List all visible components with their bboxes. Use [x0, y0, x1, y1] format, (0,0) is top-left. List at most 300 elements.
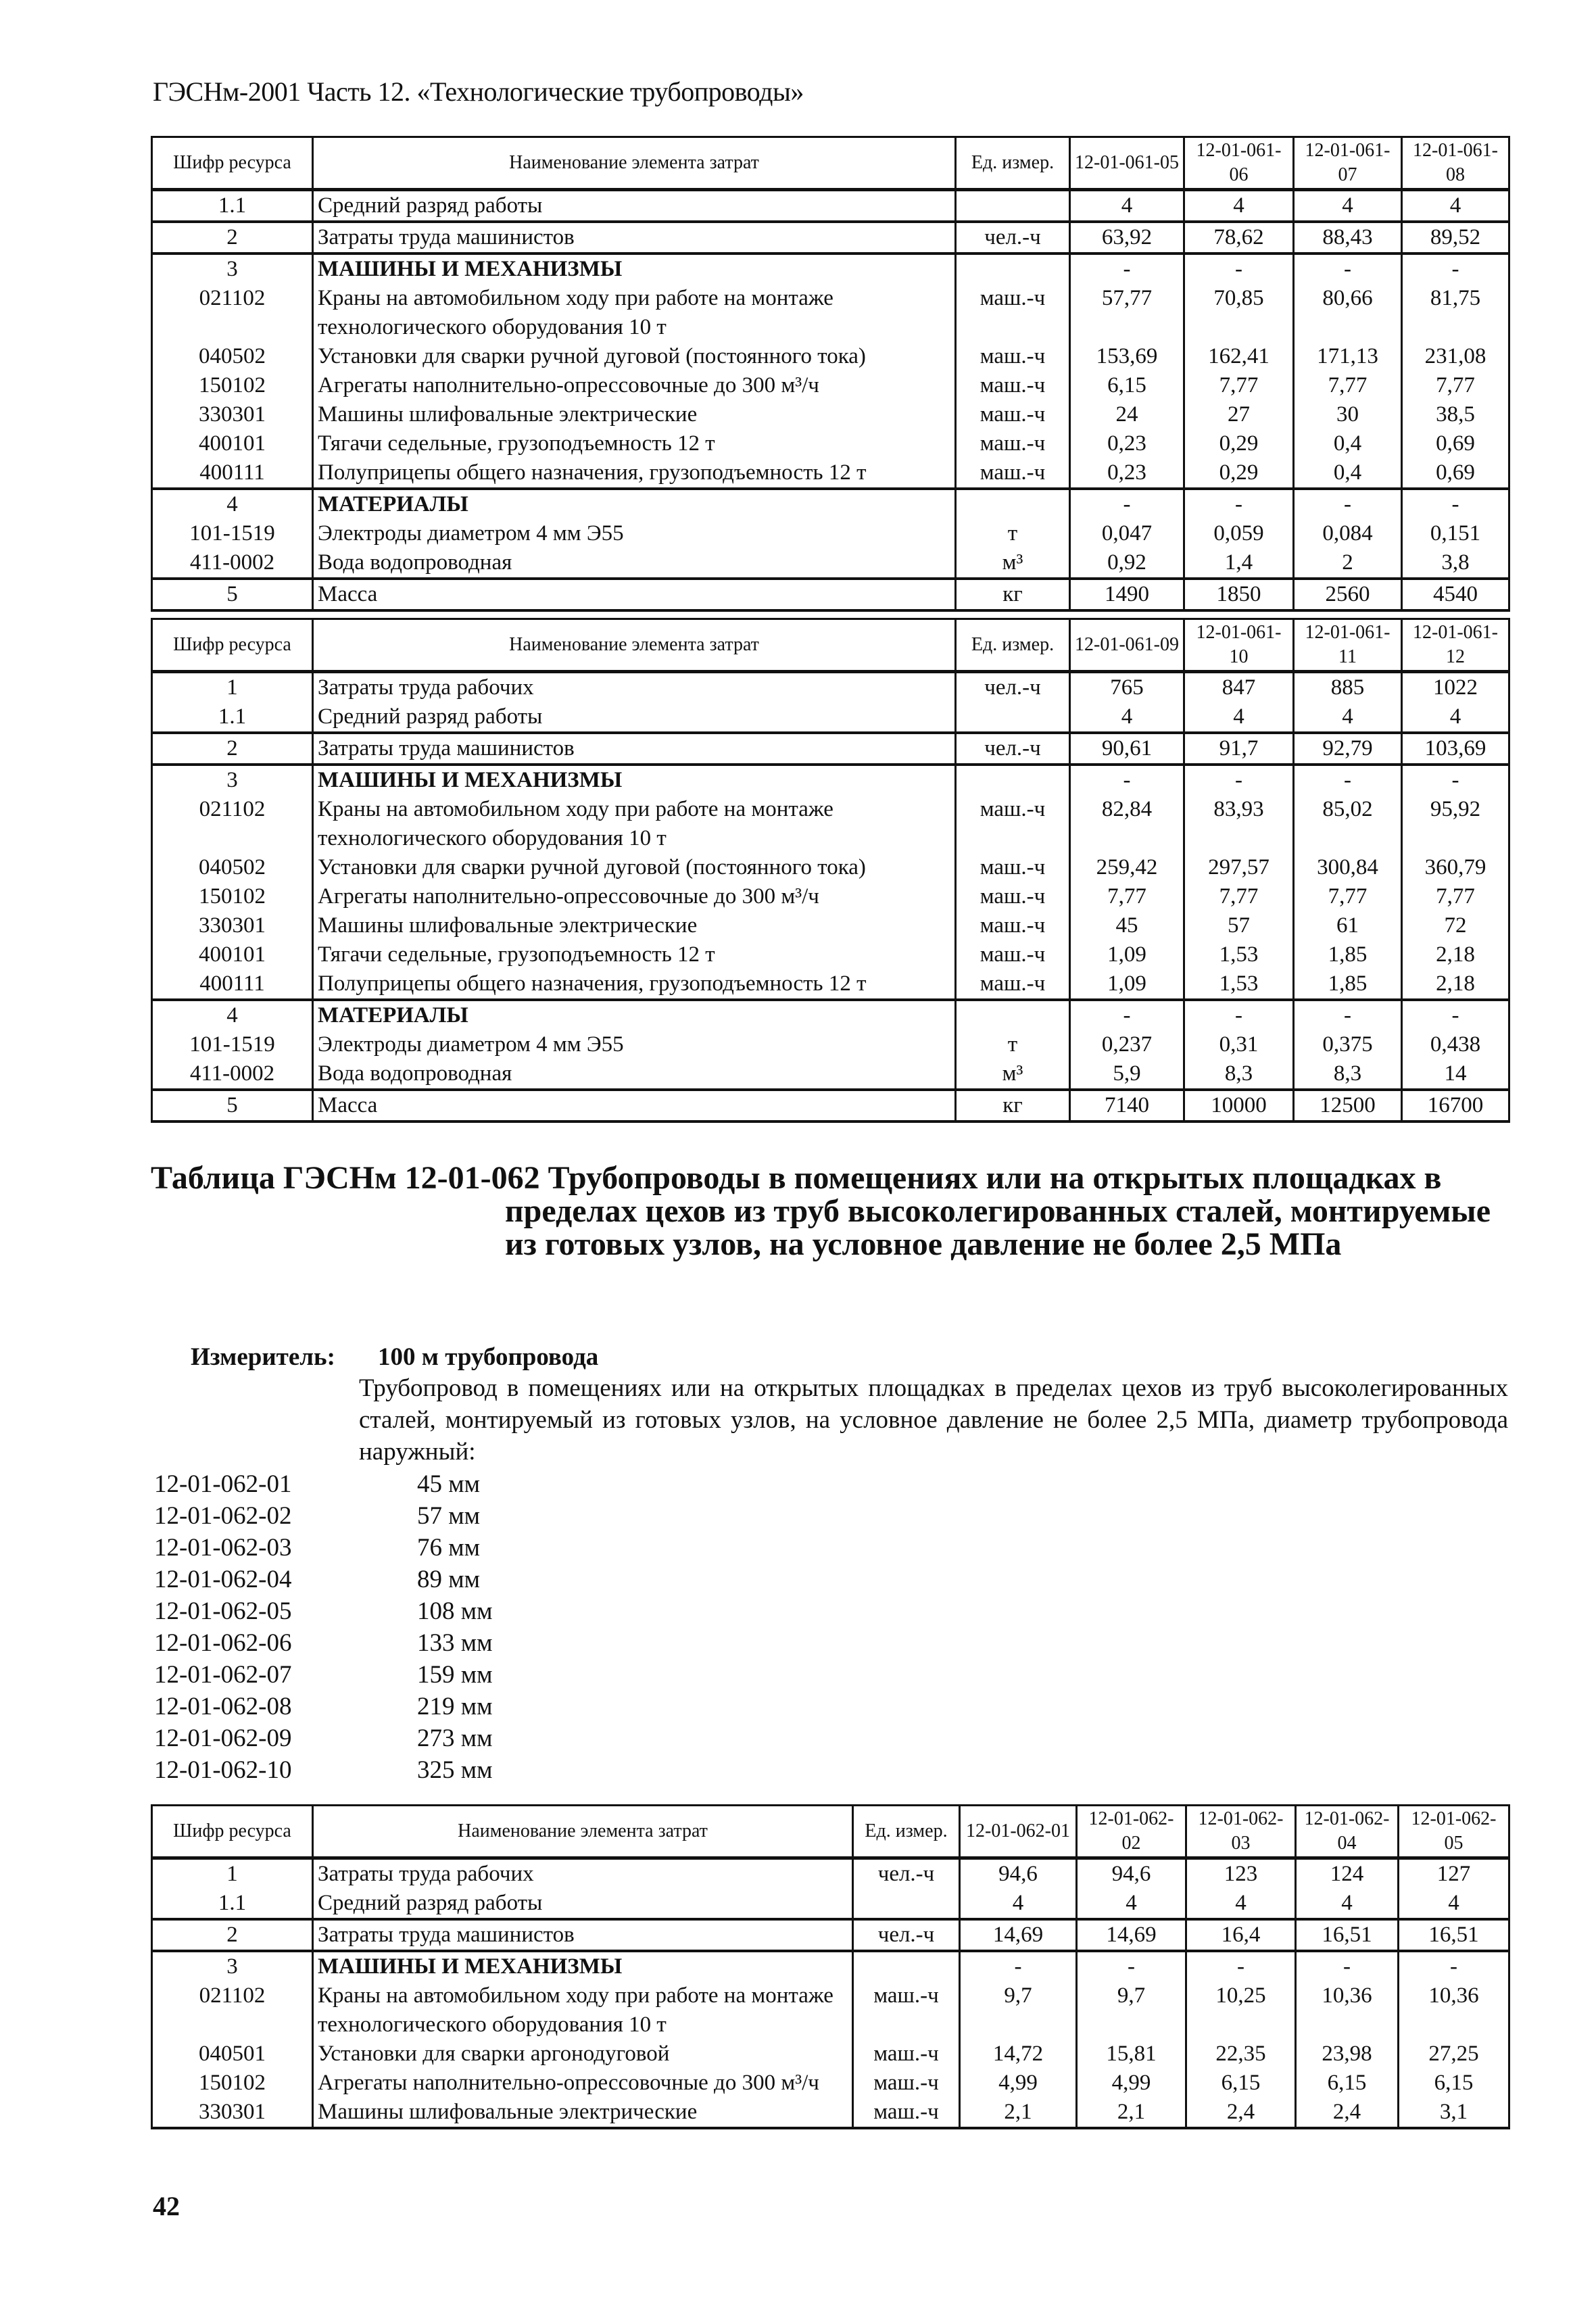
value-cell: 45	[1070, 911, 1184, 940]
item-diameter: 57 мм	[417, 1502, 481, 1530]
item-diameter: 219 мм	[417, 1693, 493, 1720]
item-diameter: 89 мм	[417, 1566, 481, 1593]
resource-table-062-01-05	[151, 1804, 1510, 2129]
cost-element-name: МАШИНЫ И МЕХАНИЗМЫ	[313, 254, 956, 284]
value-cell: 85,02	[1294, 795, 1402, 853]
value-cell: 1,53	[1184, 969, 1294, 1000]
resource-code: 1	[152, 1858, 313, 1889]
header-column: 12-01-061-11	[1294, 619, 1402, 672]
unit: маш.-ч	[956, 940, 1070, 969]
value-cell: 765	[1070, 672, 1184, 703]
unit: чел.-ч	[956, 733, 1070, 765]
header-column: 12-01-061-05	[1070, 137, 1184, 190]
value-cell: 7,77	[1184, 882, 1294, 911]
unit: маш.-ч	[956, 969, 1070, 1000]
header-code: Шифр ресурса	[152, 137, 313, 190]
value-cell: 7,77	[1070, 882, 1184, 911]
value-cell: 0,23	[1070, 458, 1184, 489]
value-cell: -	[1402, 1000, 1509, 1030]
value-cell: 7,77	[1294, 371, 1402, 400]
table-row	[152, 458, 1509, 489]
header-column: 12-01-061-06	[1184, 137, 1294, 190]
value-cell: 14,69	[1077, 1919, 1186, 1951]
value-cell: 81,75	[1402, 284, 1509, 342]
resource-code: 400101	[152, 429, 313, 458]
value-cell: 1,09	[1070, 969, 1184, 1000]
value-cell: 27	[1184, 400, 1294, 429]
value-cell: 83,93	[1184, 795, 1294, 853]
header-code: Шифр ресурса	[152, 619, 313, 672]
value-cell: 0,29	[1184, 429, 1294, 458]
resource-code: 150102	[152, 882, 313, 911]
unit: чел.-ч	[956, 222, 1070, 254]
value-cell: 231,08	[1402, 342, 1509, 371]
table-row	[152, 190, 1509, 222]
item-diameter: 159 мм	[417, 1661, 493, 1689]
unit: маш.-ч	[956, 284, 1070, 342]
item-diameter: 108 мм	[417, 1597, 493, 1625]
value-cell: -	[1184, 254, 1294, 284]
value-cell: 0,4	[1294, 458, 1402, 489]
value-cell: -	[1402, 765, 1509, 795]
header-column: 12-01-062-04	[1296, 1806, 1399, 1858]
header-name: Наименование элемента затрат	[313, 137, 956, 190]
value-cell: 2,4	[1296, 2098, 1399, 2128]
unit	[956, 1000, 1070, 1030]
table-row	[152, 548, 1509, 579]
value-cell: 7,77	[1402, 371, 1509, 400]
table-row	[152, 342, 1509, 371]
table-row	[152, 1919, 1509, 1951]
value-cell: 7,77	[1402, 882, 1509, 911]
table-row	[152, 2040, 1509, 2069]
cost-element-name: МАТЕРИАЛЫ	[313, 489, 956, 519]
item-code: 12-01-062-01	[154, 1470, 292, 1498]
cost-element-name: Средний разряд работы	[313, 702, 956, 733]
value-cell: 1490	[1070, 579, 1184, 610]
value-cell: 1850	[1184, 579, 1294, 610]
list-item	[154, 1627, 493, 1659]
table-row	[152, 940, 1509, 969]
value-cell: -	[1294, 489, 1402, 519]
value-cell: 82,84	[1070, 795, 1184, 853]
value-cell: 4,99	[1077, 2069, 1186, 2098]
resource-code: 021102	[152, 795, 313, 853]
value-cell: 7140	[1070, 1090, 1184, 1121]
header-row	[152, 619, 1509, 672]
value-cell: 27,25	[1399, 2040, 1509, 2069]
value-cell: 360,79	[1402, 853, 1509, 882]
unit	[853, 1951, 960, 1981]
value-cell: 4	[1294, 702, 1402, 733]
cost-element-name: Краны на автомобильном ходу при работе на монтаже технологического оборудования 10 т	[313, 795, 956, 853]
item-diameter: 133 мм	[417, 1629, 493, 1657]
value-cell: 0,375	[1294, 1030, 1402, 1059]
item-diameter: 273 мм	[417, 1724, 493, 1752]
cost-element-name: Затраты труда машинистов	[313, 1919, 853, 1951]
measure-value: 100 м трубопровода	[378, 1343, 599, 1371]
resource-code: 1.1	[152, 190, 313, 222]
unit: маш.-ч	[956, 400, 1070, 429]
resource-code: 400111	[152, 969, 313, 1000]
item-diameter: 325 мм	[417, 1756, 493, 1784]
header-column: 12-01-062-03	[1186, 1806, 1296, 1858]
value-cell: 1,09	[1070, 940, 1184, 969]
item-code: 12-01-062-02	[154, 1502, 292, 1530]
unit: маш.-ч	[853, 2098, 960, 2128]
table-row	[152, 1981, 1509, 2040]
table-row	[152, 969, 1509, 1000]
unit: кг	[956, 1090, 1070, 1121]
value-cell: -	[1184, 489, 1294, 519]
value-cell: 4	[1184, 702, 1294, 733]
item-code: 12-01-062-09	[154, 1724, 292, 1752]
resource-code: 101-1519	[152, 1030, 313, 1059]
table-row	[152, 702, 1509, 733]
value-cell: 38,5	[1402, 400, 1509, 429]
header-row	[152, 137, 1509, 190]
value-cell: 16700	[1402, 1090, 1509, 1121]
measure-label: Измеритель:	[191, 1343, 335, 1371]
value-cell: 6,15	[1070, 371, 1184, 400]
value-cell: 4	[1186, 1889, 1296, 1919]
item-code: 12-01-062-04	[154, 1566, 292, 1593]
item-code: 12-01-062-08	[154, 1693, 292, 1720]
list-item	[154, 1532, 493, 1564]
unit	[853, 1889, 960, 1919]
value-cell: -	[1077, 1951, 1186, 1981]
table-row	[152, 1059, 1509, 1090]
resource-code: 101-1519	[152, 519, 313, 548]
unit: т	[956, 519, 1070, 548]
table-row	[152, 519, 1509, 548]
value-cell: -	[1070, 1000, 1184, 1030]
value-cell: 1,85	[1294, 940, 1402, 969]
value-cell: -	[1186, 1951, 1296, 1981]
cost-element-name: Тягачи седельные, грузоподъемность 12 т	[313, 940, 956, 969]
unit	[956, 254, 1070, 284]
unit: маш.-ч	[956, 911, 1070, 940]
value-cell: 2,18	[1402, 969, 1509, 1000]
unit: маш.-ч	[853, 2040, 960, 2069]
value-cell: 10000	[1184, 1090, 1294, 1121]
list-item	[154, 1564, 493, 1595]
value-cell: 12500	[1294, 1090, 1402, 1121]
unit: маш.-ч	[956, 882, 1070, 911]
cost-element-name: Машины шлифовальные электрические	[313, 2098, 853, 2128]
value-cell: 171,13	[1294, 342, 1402, 371]
value-cell: -	[960, 1951, 1077, 1981]
value-cell: -	[1402, 489, 1509, 519]
value-cell: 9,7	[1077, 1981, 1186, 2040]
value-cell: 94,6	[960, 1858, 1077, 1889]
header-column: 12-01-061-08	[1402, 137, 1509, 190]
value-cell: 8,3	[1294, 1059, 1402, 1090]
cost-element-name: Средний разряд работы	[313, 190, 956, 222]
value-cell: -	[1070, 765, 1184, 795]
cost-element-name: Полуприцепы общего назначения, грузоподъемность 12 т	[313, 458, 956, 489]
header-column: 12-01-061-10	[1184, 619, 1294, 672]
cost-element-name: Тягачи седельные, грузоподъемность 12 т	[313, 429, 956, 458]
value-cell: 0,151	[1402, 519, 1509, 548]
list-item	[154, 1722, 493, 1754]
value-cell: 22,35	[1186, 2040, 1296, 2069]
resource-code: 1	[152, 672, 313, 703]
unit: маш.-ч	[956, 795, 1070, 853]
value-cell: 297,57	[1184, 853, 1294, 882]
value-cell: 6,15	[1296, 2069, 1399, 2098]
value-cell: 1,53	[1184, 940, 1294, 969]
resource-code: 021102	[152, 1981, 313, 2040]
cost-element-name: МАШИНЫ И МЕХАНИЗМЫ	[313, 1951, 853, 1981]
table-row	[152, 579, 1509, 610]
value-cell: -	[1399, 1951, 1509, 1981]
cost-element-name: МАШИНЫ И МЕХАНИЗМЫ	[313, 765, 956, 795]
value-cell: 0,047	[1070, 519, 1184, 548]
cost-element-name: Агрегаты наполнительно-опрессовочные до 300 м³/ч	[313, 371, 956, 400]
header-unit: Ед. измер.	[956, 619, 1070, 672]
cost-element-name: Электроды диаметром 4 мм Э55	[313, 1030, 956, 1059]
value-cell: 5,9	[1070, 1059, 1184, 1090]
unit	[956, 489, 1070, 519]
value-cell: 57,77	[1070, 284, 1184, 342]
table-row	[152, 284, 1509, 342]
value-cell: 9,7	[960, 1981, 1077, 2040]
resource-code: 150102	[152, 371, 313, 400]
value-cell: 90,61	[1070, 733, 1184, 765]
cost-element-name: МАТЕРИАЛЫ	[313, 1000, 956, 1030]
resource-code: 3	[152, 1951, 313, 1981]
table-row	[152, 765, 1509, 795]
cost-element-name: Установки для сварки ручной дуговой (постоянного тока)	[313, 853, 956, 882]
value-cell: 94,6	[1077, 1858, 1186, 1889]
value-cell: 24	[1070, 400, 1184, 429]
value-cell: 91,7	[1184, 733, 1294, 765]
value-cell: 16,4	[1186, 1919, 1296, 1951]
header-unit: Ед. измер.	[853, 1806, 960, 1858]
value-cell: 10,25	[1186, 1981, 1296, 2040]
table-row	[152, 2069, 1509, 2098]
value-cell: 0,237	[1070, 1030, 1184, 1059]
cost-element-name: Вода водопроводная	[313, 1059, 956, 1090]
list-item	[154, 1468, 493, 1500]
page-number: 42	[153, 2191, 180, 2221]
header-name: Наименование элемента затрат	[313, 619, 956, 672]
value-cell: 4	[1184, 190, 1294, 222]
cost-element-name: Средний разряд работы	[313, 1889, 853, 1919]
resource-code: 2	[152, 222, 313, 254]
value-cell: 885	[1294, 672, 1402, 703]
table-row	[152, 795, 1509, 853]
value-cell: 0,4	[1294, 429, 1402, 458]
value-cell: 124	[1296, 1858, 1399, 1889]
table-row	[152, 254, 1509, 284]
table-row	[152, 1090, 1509, 1121]
unit: маш.-ч	[956, 429, 1070, 458]
table-row	[152, 489, 1509, 519]
value-cell: 78,62	[1184, 222, 1294, 254]
unit	[956, 765, 1070, 795]
value-cell: 2560	[1294, 579, 1402, 610]
resource-code: 040502	[152, 853, 313, 882]
unit: маш.-ч	[956, 458, 1070, 489]
value-cell: 6,15	[1399, 2069, 1509, 2098]
value-cell: 95,92	[1402, 795, 1509, 853]
header-column: 12-01-062-05	[1399, 1806, 1509, 1858]
value-cell: 14	[1402, 1059, 1509, 1090]
value-cell: 16,51	[1399, 1919, 1509, 1951]
value-cell: 4	[1070, 190, 1184, 222]
table-row	[152, 911, 1509, 940]
value-cell: -	[1294, 765, 1402, 795]
value-cell: 127	[1399, 1858, 1509, 1889]
value-cell: 0,059	[1184, 519, 1294, 548]
value-cell: -	[1070, 254, 1184, 284]
value-cell: 4	[1402, 702, 1509, 733]
cost-element-name: Краны на автомобильном ходу при работе на монтаже технологического оборудования 10 т	[313, 284, 956, 342]
cost-element-name: Затраты труда рабочих	[313, 1858, 853, 1889]
value-cell: 61	[1294, 911, 1402, 940]
value-cell: 16,51	[1296, 1919, 1399, 1951]
table-row	[152, 672, 1509, 703]
resource-code: 5	[152, 1090, 313, 1121]
resource-code: 1.1	[152, 702, 313, 733]
value-cell: 70,85	[1184, 284, 1294, 342]
header-column: 12-01-062-01	[960, 1806, 1077, 1858]
resource-code: 1.1	[152, 1889, 313, 1919]
value-cell: 4	[1399, 1889, 1509, 1919]
resource-code: 150102	[152, 2069, 313, 2098]
table-row	[152, 1858, 1509, 1889]
value-cell: 88,43	[1294, 222, 1402, 254]
value-cell: 2,4	[1186, 2098, 1296, 2128]
cost-element-name: Затраты труда машинистов	[313, 222, 956, 254]
value-cell: 4	[1402, 190, 1509, 222]
list-item	[154, 1691, 493, 1722]
unit	[956, 702, 1070, 733]
value-cell: 0,31	[1184, 1030, 1294, 1059]
value-cell: 57	[1184, 911, 1294, 940]
value-cell: 1022	[1402, 672, 1509, 703]
table-row	[152, 429, 1509, 458]
resource-code: 400101	[152, 940, 313, 969]
value-cell: 4	[1296, 1889, 1399, 1919]
cost-element-name: Вода водопроводная	[313, 548, 956, 579]
table-row	[152, 400, 1509, 429]
value-cell: 23,98	[1296, 2040, 1399, 2069]
table-row	[152, 222, 1509, 254]
value-cell: 2	[1294, 548, 1402, 579]
table-row	[152, 1030, 1509, 1059]
value-cell: 92,79	[1294, 733, 1402, 765]
cost-element-name: Затраты труда машинистов	[313, 733, 956, 765]
resource-code: 4	[152, 489, 313, 519]
list-item	[154, 1659, 493, 1691]
item-code: 12-01-062-05	[154, 1597, 292, 1625]
unit: м³	[956, 548, 1070, 579]
list-item	[154, 1500, 493, 1532]
value-cell: -	[1296, 1951, 1399, 1981]
value-cell: 259,42	[1070, 853, 1184, 882]
cost-element-name: Краны на автомобильном ходу при работе на монтаже технологического оборудования 10 т	[313, 1981, 853, 2040]
resource-code: 330301	[152, 2098, 313, 2128]
value-cell: 7,77	[1184, 371, 1294, 400]
value-cell: 1,4	[1184, 548, 1294, 579]
value-cell: 0,084	[1294, 519, 1402, 548]
value-cell: 162,41	[1184, 342, 1294, 371]
cost-element-name: Агрегаты наполнительно-опрессовочные до 300 м³/ч	[313, 882, 956, 911]
value-cell: 0,23	[1070, 429, 1184, 458]
value-cell: 3,1	[1399, 2098, 1509, 2128]
unit: маш.-ч	[853, 1981, 960, 2040]
value-cell: 10,36	[1399, 1981, 1509, 2040]
value-cell: 4	[960, 1889, 1077, 1919]
resource-table-061-09-12	[151, 618, 1510, 1123]
header-column: 12-01-061-12	[1402, 619, 1509, 672]
value-cell: 103,69	[1402, 733, 1509, 765]
value-cell: -	[1184, 765, 1294, 795]
value-cell: 4540	[1402, 579, 1509, 610]
value-cell: 4	[1294, 190, 1402, 222]
value-cell: -	[1294, 1000, 1402, 1030]
value-cell: 1,85	[1294, 969, 1402, 1000]
cost-element-name: Установки для сварки аргонодуговой	[313, 2040, 853, 2069]
table-row	[152, 853, 1509, 882]
unit	[956, 190, 1070, 222]
table-row	[152, 1889, 1509, 1919]
cost-element-name: Электроды диаметром 4 мм Э55	[313, 519, 956, 548]
value-cell: -	[1402, 254, 1509, 284]
value-cell: 10,36	[1296, 1981, 1399, 2040]
list-item	[154, 1754, 493, 1786]
unit: маш.-ч	[853, 2069, 960, 2098]
section-title: Таблица ГЭСНм 12-01-062 Трубопроводы в помещениях или на открытых площадках в пределах цехов из труб высоколегированных сталей, монтируемые из готовых узлов, на условное давление не более 2,5 МПа	[151, 1160, 1491, 1262]
unit: маш.-ч	[956, 371, 1070, 400]
table-row	[152, 371, 1509, 400]
value-cell: 153,69	[1070, 342, 1184, 371]
value-cell: 2,1	[960, 2098, 1077, 2128]
value-cell: 4,99	[960, 2069, 1077, 2098]
resource-code: 330301	[152, 400, 313, 429]
unit: чел.-ч	[853, 1858, 960, 1889]
table-row	[152, 2098, 1509, 2128]
value-cell: 847	[1184, 672, 1294, 703]
resource-code: 4	[152, 1000, 313, 1030]
value-cell: 3,8	[1402, 548, 1509, 579]
value-cell: 0,438	[1402, 1030, 1509, 1059]
value-cell: -	[1184, 1000, 1294, 1030]
item-code: 12-01-062-07	[154, 1661, 292, 1689]
value-cell: 2,1	[1077, 2098, 1186, 2128]
unit: кг	[956, 579, 1070, 610]
value-cell: 14,72	[960, 2040, 1077, 2069]
header-column: 12-01-061-09	[1070, 619, 1184, 672]
cost-element-name: Затраты труда рабочих	[313, 672, 956, 703]
header-column: 12-01-061-07	[1294, 137, 1402, 190]
value-cell: 80,66	[1294, 284, 1402, 342]
value-cell: 0,29	[1184, 458, 1294, 489]
value-cell: 89,52	[1402, 222, 1509, 254]
table-row	[152, 1951, 1509, 1981]
value-cell: 0,69	[1402, 429, 1509, 458]
value-cell: 123	[1186, 1858, 1296, 1889]
unit: м³	[956, 1059, 1070, 1090]
resource-code: 021102	[152, 284, 313, 342]
cost-element-name: Машины шлифовальные электрические	[313, 911, 956, 940]
resource-code: 040502	[152, 342, 313, 371]
value-cell: 0,69	[1402, 458, 1509, 489]
cost-element-name: Установки для сварки ручной дуговой (постоянного тока)	[313, 342, 956, 371]
